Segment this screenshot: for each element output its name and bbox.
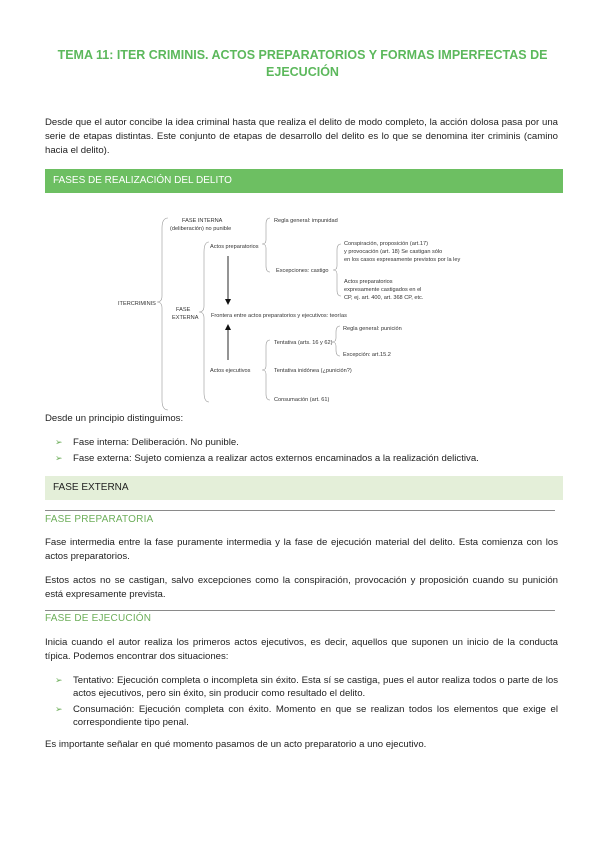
diagram-excepcion: Excepción: art.15.2 <box>343 352 391 358</box>
diagram-actos-preparatorios: Actos preparatorios <box>210 244 259 250</box>
section-band-fases-label: FASES DE REALIZACIÓN DEL DELITO <box>53 175 232 186</box>
diagram-regla-punicion: Regla general: punición <box>343 326 402 332</box>
diagram-conspiracion-2: y provocación (art. 18) Se castigan sólo <box>344 249 443 255</box>
main-brace <box>157 218 168 410</box>
iter-criminis-diagram <box>0 0 600 420</box>
bullet-item: ➢ Fase externa: Sujeto comienza a realizar actos externos encaminados a la realización delictiva. <box>55 453 479 464</box>
subheading-fase-preparatoria: FASE PREPARATORIA <box>45 514 154 525</box>
bullet-item: ➢ Fase interna: Deliberación. No punible. <box>55 437 239 448</box>
diagram-fase-externa-1: FASE <box>176 307 191 313</box>
arrow-down-icon <box>225 299 231 305</box>
diagram-actos-ejecutivos: Actos ejecutivos <box>210 368 251 374</box>
diagram-fase-externa-2: EXTERNA <box>172 315 199 321</box>
diagram-frontera: Frontera entre actos preparatorios y ejecutivos: teorías <box>211 313 347 319</box>
diagram-conspiracion-1: Conspiración, proposición (art.17) <box>344 241 428 247</box>
paragraph-preparatoria-2: Estos actos no se castigan, salvo excepciones como la conspiración, provocación y proposición cuando su punición está expresamente prevista. <box>45 575 558 600</box>
preparatorios-brace <box>262 218 270 272</box>
arrow-bullet-icon: ➢ <box>55 704 63 714</box>
ejecutivos-brace <box>262 340 270 400</box>
arrow-bullet-icon: ➢ <box>55 675 63 685</box>
divider <box>45 510 555 511</box>
diagram-actos-prep-3: CP, ej. art. 400, art. 368 CP, etc. <box>344 295 424 301</box>
paragraph-preparatoria-1: Fase intermedia entre la fase puramente intermedia y la fase de ejecución material del delito. Esta comienza con los actos preparatorios. <box>45 537 558 562</box>
diagram-actos-prep-2: expresamente castigados en el <box>344 287 422 293</box>
diagram-actos-prep-1: Actos preparatorios <box>344 279 393 285</box>
diagram-root: ITERCRIMINIS <box>118 301 156 307</box>
excepciones-brace <box>333 244 341 296</box>
arrow-bullet-icon: ➢ <box>55 437 63 447</box>
diagram-tentativa-inidonea: Tentativa inidónea (¿punición?) <box>274 368 352 374</box>
tentativa-brace <box>332 326 340 356</box>
page-title: TEMA 11: ITER CRIMINIS. ACTOS PREPARATORIOS Y FORMAS IMPERFECTAS DE EJECUCIÓN <box>57 48 548 79</box>
section-band-fase-externa-label: FASE EXTERNA <box>53 482 129 493</box>
diagram-tentativa: Tentativa (arts. 16 y 62) <box>274 340 333 346</box>
bullet-item: ➢ Tentativo: Ejecución completa o incompleta sin éxito. Esta sí se castiga, pues el autor realiza todos o parte de los actos ejecutivos, pero sin éxito, sin producir como resultado el delito. <box>55 675 558 699</box>
externa-brace <box>199 242 209 402</box>
bullet-list-fases <box>55 436 558 468</box>
diagram-conspiracion-3: en los casos expresamente previstos por la ley <box>344 257 461 263</box>
bullet-item: ➢ Consumación: Ejecución completa con éxito. Momento en que se realizan todos los elementos que exige el correspondiente tipo penal. <box>55 704 558 728</box>
bullet-list-ejecucion <box>55 674 558 732</box>
closing-paragraph: Es importante señalar en qué momento pasamos de un acto preparatorio a uno ejecutivo. <box>45 739 427 750</box>
distinguimos-text: Desde un principio distinguimos: <box>45 413 184 424</box>
arrow-up-icon <box>225 324 231 330</box>
diagram-regla-impunidad: Regla general: impunidad <box>274 218 338 224</box>
diagram-consumacion: Consumación (art. 61) <box>274 397 330 403</box>
intro-paragraph: Desde que el autor concibe la idea criminal hasta que realiza el delito de modo completo, la acción dolosa pasa por una serie de etapas distintas. Este conjunto de etapas de desarrollo del delito es lo que se denomina iter criminis (camino hacia el delito). <box>45 117 558 156</box>
paragraph-ejecucion: Inicia cuando el autor realiza los primeros actos ejecutivos, es decir, aquellos que suponen un inicio de la conducta típica. Podemos encontrar dos situaciones: <box>45 637 558 662</box>
diagram-excepciones: Excepciones: castigo <box>276 268 329 274</box>
section-band-fase-externa <box>45 476 563 500</box>
subheading-fase-ejecucion: FASE DE EJECUCIÓN <box>45 613 152 624</box>
diagram-fase-interna-1: FASE INTERNA <box>182 218 223 224</box>
divider <box>45 610 555 611</box>
arrow-bullet-icon: ➢ <box>55 453 63 463</box>
diagram-fase-interna-2: (deliberación) no punible <box>170 226 232 232</box>
